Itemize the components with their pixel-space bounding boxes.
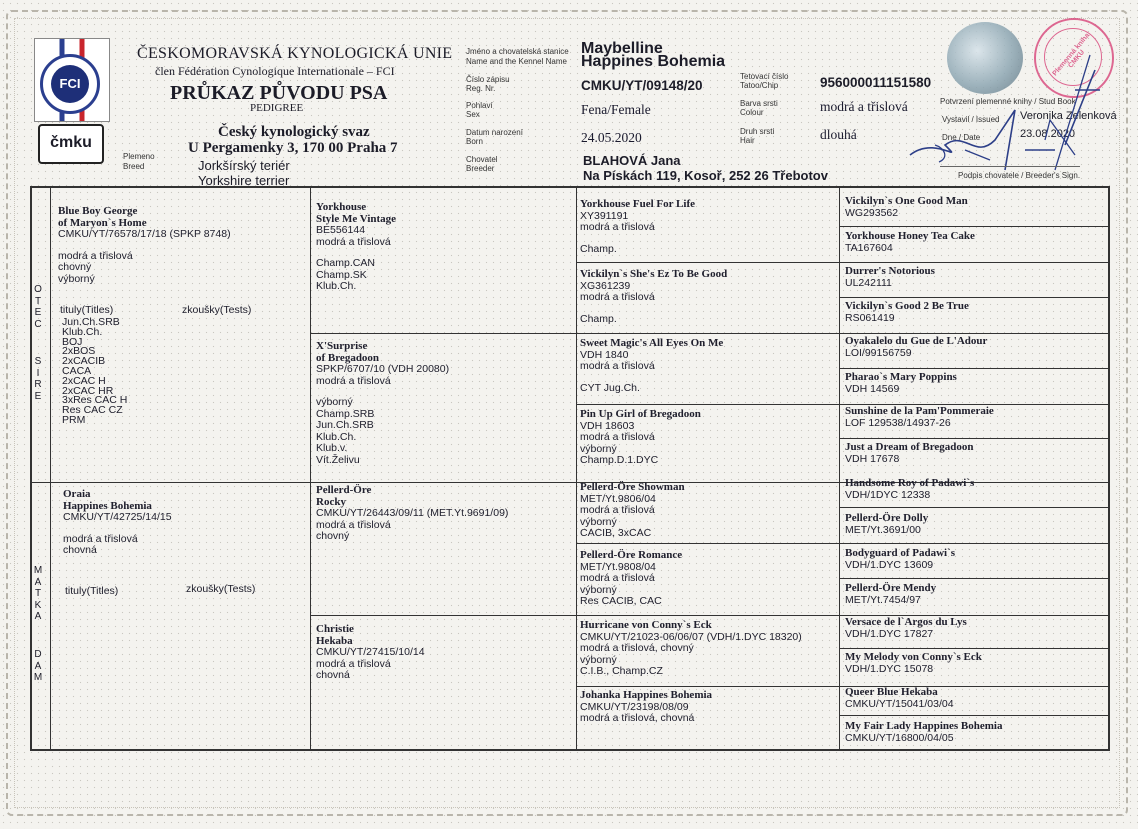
chip-label-cz: Tetovací číslo: [740, 72, 789, 81]
table-rule: [50, 186, 51, 751]
sire-title: Jun.Ch.SRB: [62, 316, 120, 328]
sire-titles-label: tituly(Titles): [60, 304, 114, 316]
dam-reg: CMKU/YT/42725/14/15: [63, 511, 172, 523]
dog-name-line1: Maybelline: [581, 40, 663, 57]
dog-name-line2: Happines Bohemia: [581, 53, 726, 70]
sire-title: Klub.Ch.: [62, 325, 103, 338]
gen2-ancestor-title: Vít.Želivu: [316, 453, 360, 466]
fci-logo-text: FCI: [59, 76, 81, 91]
gen3-ancestor-reg: VDH 1840: [580, 348, 629, 361]
born-value: 24.05.2020: [581, 130, 642, 145]
gen2-ancestor-reg: BE556144: [316, 224, 366, 236]
gen4-ancestor-name: Vickilyn`s One Good Man: [845, 195, 968, 207]
gen4-ancestor: [845, 196, 968, 219]
sex-label-cz: Pohlaví: [466, 101, 493, 110]
gen3-ancestor: [580, 690, 712, 725]
dam-name: Oraia Happines Bohemia: [63, 488, 152, 512]
doc-subtitle: PEDIGREE: [250, 102, 304, 114]
issuer-address: U Pergamenky 3, 170 00 Praha 7: [188, 140, 398, 156]
signature-icon: [905, 50, 1105, 180]
gen4-ancestor: [845, 478, 974, 501]
gen2-ancestor-detail: modrá a třislová: [316, 374, 391, 387]
gen4-ancestor-reg: RS061419: [845, 311, 895, 324]
gen3-ancestor-detail: modrá a třislová: [580, 504, 655, 516]
table-rule: [839, 368, 1110, 369]
sex-value: Fena/Female: [581, 102, 651, 117]
gen2-ancestor-name: X'Surprise of Bregadoon: [316, 340, 380, 364]
gen2-ancestor-title: Champ.CAN: [316, 257, 375, 269]
sire-tests-label: zkoušky(Tests): [182, 304, 252, 316]
table-rule: [839, 333, 1110, 334]
gen3-ancestor-detail: modrá a třislová: [580, 572, 655, 584]
gen3-ancestor-name: Hurricane von Conny`s Eck: [580, 619, 712, 631]
gen4-ancestor: [845, 687, 954, 710]
gen2-ancestor-detail: modrá a třislová: [316, 518, 391, 531]
gen2-ancestor-title: Klub.v.: [316, 442, 348, 454]
gen2-ancestor-title: výborný: [316, 396, 353, 408]
gen4-ancestor-name: Vickilyn`s Good 2 Be True: [845, 300, 969, 312]
gen3-ancestor-reg: VDH 18603: [580, 419, 635, 432]
sire-name: Blue Boy George of Maryon`s Home: [58, 205, 147, 229]
gen3-ancestor-detail: výborný: [580, 442, 617, 455]
gen4-ancestor-name: Just a Dream of Bregadoon: [845, 441, 974, 453]
table-rule: [839, 543, 1110, 544]
gen4-ancestor-reg: MET/Yt.3691/00: [845, 523, 921, 536]
gen3-ancestor-reg: CMKU/YT/21023-06/06/07 (VDH/1.DYC 18320): [580, 630, 802, 643]
gen3-ancestor-detail: výborný: [580, 515, 617, 528]
colour-label-en: Colour: [740, 108, 764, 117]
gen3-ancestor-reg: XY391191: [580, 209, 629, 222]
gen4-ancestor-name: Versace de l`Argos du Lys: [845, 616, 967, 628]
sire-titles-list: [62, 318, 127, 426]
breeder-address: Na Pískách 119, Kosoř, 252 26 Třebotov: [583, 168, 828, 183]
gen4-ancestor-reg: TA167604: [845, 241, 893, 254]
gen3-ancestor: [580, 199, 695, 255]
gen4-ancestor-reg: VDH/1.DYC 13609: [845, 558, 934, 571]
org-member: člen Fédération Cynologique Internationale – FCI: [155, 64, 395, 78]
gen2-ancestor-name: Yorkhouse Style Me Vintage: [316, 201, 397, 225]
gen3-ancestor-name: Sweet Magic's All Eyes On Me: [580, 337, 724, 349]
date-value: 23.08.2020: [1020, 128, 1076, 140]
sire-title: BOJ: [62, 335, 83, 348]
gen4-ancestor: [845, 442, 974, 465]
gen3-ancestor-detail: výborný: [580, 583, 617, 596]
gen4-ancestor-name: My Fair Lady Happines Bohemia: [845, 720, 1003, 732]
reg-label-en: Reg. Nr.: [466, 84, 496, 93]
gen3-ancestor-detail: modrá a třislová: [580, 360, 655, 372]
gen2-ancestor-detail: chovná: [316, 669, 350, 681]
gen3-ancestor-name: Pellerd-Öre Romance: [580, 549, 683, 561]
gen3-ancestor-title: Champ.: [580, 312, 617, 325]
org-name: ČESKOMORAVSKÁ KYNOLOGICKÁ UNIE: [137, 45, 453, 62]
breed-label-cz: Plemeno: [123, 152, 155, 161]
gen3-ancestor-name: Pin Up Girl of Bregadoon: [580, 408, 701, 420]
cmku-logo-text: čmku: [50, 134, 92, 151]
issuer-name: Český kynologický svaz: [218, 124, 370, 140]
gen4-ancestor-reg: VDH/1.DYC 17827: [845, 627, 934, 640]
dam-detail: chovná: [63, 544, 97, 556]
gen3-ancestor-name: Johanka Happines Bohemia: [580, 689, 713, 701]
gen4-ancestor-name: Yorkhouse Honey Tea Cake: [845, 230, 975, 242]
sire-title: PRM: [62, 413, 86, 426]
gen2-ancestor-detail: modrá a třislová: [316, 657, 391, 670]
sire-reg: CMKU/YT/76578/17/18 (SPKP 8748): [58, 228, 231, 240]
gen3-ancestor: [580, 409, 701, 467]
gen4-ancestor: [845, 372, 957, 395]
doc-title: PRŮKAZ PŮVODU PSA: [170, 82, 388, 104]
gen2-ancestor-title: Champ.SRB: [316, 407, 375, 420]
breed-cz: Jorkšírský teriér: [198, 158, 290, 173]
fci-logo-icon: [40, 54, 100, 114]
sire-title: CACA: [62, 364, 92, 377]
gen2-ancestor: [316, 341, 449, 466]
gen2-ancestor-reg: CMKU/YT/27415/10/14: [316, 646, 425, 658]
table-rule: [839, 226, 1110, 227]
dam-titles-label: tituly(Titles): [65, 585, 119, 597]
breeder-sign-label: Podpis chovatele / Breeder's Sign.: [958, 171, 1081, 180]
gen4-ancestor-name: Bodyguard of Padawi`s: [845, 547, 956, 559]
gen3-ancestor-name: Yorkhouse Fuel For Life: [580, 198, 695, 210]
gen2-ancestor-name: Christie Hekaba: [316, 623, 354, 647]
gen4-ancestor: [845, 513, 928, 536]
gen3-ancestor: [580, 550, 682, 608]
hair-label-en: Hair: [740, 136, 755, 145]
reg-label-cz: Číslo zápisu: [466, 75, 510, 84]
gen3-ancestor-detail: CACIB, 3xCAC: [580, 527, 652, 539]
signature-line: [940, 166, 1080, 167]
date-label: Dne / Date: [942, 133, 981, 142]
gen3-ancestor-detail: modrá a třislová: [580, 291, 655, 303]
gen3-ancestor-detail: modrá a třislová, chovný: [580, 642, 694, 654]
gen3-ancestor: [580, 620, 802, 678]
reg-value: CMKU/YT/09148/20: [581, 78, 703, 93]
gen4-ancestor-name: Sunshine de la Pam'Pommeraie: [845, 405, 994, 417]
gen4-ancestor-reg: VDH/1.DYC 15078: [845, 662, 934, 675]
table-rule: [310, 186, 311, 751]
hair-label-cz: Druh srsti: [740, 127, 775, 136]
chip-value: 956000011151580: [820, 75, 932, 90]
gen3-ancestor-name: Pellerd-Öre Showman: [580, 481, 685, 493]
gen3-ancestor-detail: modrá a třislová, chovná: [580, 712, 695, 724]
gen4-ancestor-reg: VDH 14569: [845, 382, 900, 395]
gen2-ancestor-detail: chovný: [316, 530, 350, 542]
sire-detail: modrá a třislová: [58, 249, 133, 262]
gen4-ancestor-name: Pellerd-Öre Mendy: [845, 582, 937, 594]
gen4-ancestor-reg: CMKU/YT/16800/04/05: [845, 731, 954, 744]
gen4-ancestor: [845, 406, 994, 429]
gen4-ancestor-name: Durrer's Notorious: [845, 265, 935, 277]
gen2-ancestor: [316, 485, 508, 543]
sire-title: 2xCAC H: [62, 374, 106, 387]
gen4-ancestor-reg: UL242111: [845, 276, 892, 289]
gen2-ancestor-reg: CMKU/YT/26443/09/11 (MET.Yt.9691/09): [316, 507, 509, 519]
gen4-ancestor: [845, 266, 935, 289]
gen3-ancestor-detail: Champ.D.1.DYC: [580, 454, 659, 466]
sire-cell: [58, 206, 231, 285]
gen4-ancestor-name: My Melody von Conny`s Eck: [845, 651, 982, 663]
gen3-ancestor-name: Vickilyn`s She's Ez To Be Good: [580, 268, 728, 280]
gen2-ancestor: [316, 624, 425, 682]
gen3-ancestor-reg: MET/Yt.9806/04: [580, 492, 656, 505]
gen4-ancestor-name: Handsome Roy of Padawi`s: [845, 477, 975, 489]
gen4-ancestor: [845, 652, 982, 675]
gen4-ancestor-reg: WG293562: [845, 206, 899, 219]
gen2-ancestor-reg: SPKP/6707/10 (VDH 20080): [316, 363, 450, 375]
gen2-ancestor-detail: modrá a třislová: [316, 235, 391, 248]
gen2-ancestor-name: Pellerd-Öre Rocky: [316, 484, 372, 508]
breeder-name: BLAHOVÁ Jana: [583, 153, 681, 168]
gen3-ancestor-title: Champ.: [580, 242, 617, 255]
table-rule: [839, 438, 1110, 439]
sex-label-en: Sex: [466, 110, 480, 119]
hair-value: dlouhá: [820, 127, 857, 142]
table-rule: [839, 186, 840, 751]
table-rule: [839, 262, 1110, 263]
issued-label: Vystavil / Issued: [942, 115, 1000, 124]
table-rule: [839, 507, 1110, 508]
side-label-dam-en: D A M: [33, 649, 43, 683]
studbook-confirm-label: Potvrzení plemenné knihy / Stud Book: [940, 97, 1076, 106]
table-rule: [839, 648, 1110, 649]
chip-label-en: Tatoo/Chip: [740, 81, 779, 90]
dam-detail: modrá a třislová: [63, 532, 138, 545]
gen4-ancestor: [845, 583, 936, 606]
gen4-ancestor: [845, 301, 969, 324]
gen2-ancestor: [316, 202, 396, 293]
sire-title: 2xBOS: [62, 345, 96, 358]
gen4-ancestor-reg: LOF 129538/14937-26: [845, 416, 951, 429]
gen4-ancestor: [845, 617, 967, 640]
gen3-ancestor-title: CYT Jug.Ch.: [580, 381, 640, 394]
gen4-ancestor-reg: CMKU/YT/15041/03/04: [845, 697, 954, 710]
gen3-ancestor-reg: CMKU/YT/23198/08/09: [580, 700, 689, 713]
gen2-ancestor-title: Jun.Ch.SRB: [316, 419, 374, 431]
gen4-ancestor: [845, 548, 955, 571]
gen3-ancestor-reg: MET/Yt.9808/04: [580, 560, 656, 573]
gen3-ancestor: [580, 338, 723, 394]
gen4-ancestor-reg: VDH 17678: [845, 452, 900, 465]
colour-label-cz: Barva srsti: [740, 99, 778, 108]
sire-detail: chovný: [58, 261, 92, 273]
side-label-sire-en: S I R E: [34, 356, 42, 402]
breed-label-en: Breed: [123, 162, 145, 171]
gen3-ancestor-detail: modrá a třislová: [580, 221, 655, 233]
table-rule: [839, 578, 1110, 579]
table-rule: [839, 297, 1110, 298]
breed-en: Yorkshire terrier: [198, 173, 290, 188]
colour-value: modrá a třislová: [820, 99, 908, 114]
issued-by: Veronika Zelenková: [1020, 110, 1117, 122]
gen3-ancestor-detail: modrá a třislová: [580, 431, 655, 443]
gen4-ancestor: [845, 721, 1002, 744]
gen4-ancestor-name: Queer Blue Hekaba: [845, 686, 938, 698]
gen3-ancestor-detail: Res CACIB, CAC: [580, 595, 662, 607]
gen4-ancestor-name: Pharao`s Mary Poppins: [845, 371, 957, 383]
gen3-ancestor-detail: výborný: [580, 653, 617, 666]
gen2-ancestor-title: Champ.SK: [316, 268, 367, 281]
gen4-ancestor-reg: VDH/1DYC 12338: [845, 488, 931, 501]
gen2-ancestor-title: Klub.Ch.: [316, 430, 357, 443]
gen3-ancestor: [580, 482, 685, 540]
sire-title: Res CAC CZ: [62, 404, 123, 417]
table-rule: [839, 715, 1110, 716]
gen3-ancestor-detail: C.I.B., Champ.CZ: [580, 665, 663, 677]
dam-tests-label: zkoušky(Tests): [186, 583, 256, 595]
cmku-logo: [34, 38, 108, 170]
gen4-ancestor-reg: MET/Yt.7454/97: [845, 593, 921, 606]
sire-title: 2xCACIB: [62, 355, 106, 368]
side-label-dam-cz: M A T K A: [33, 565, 43, 622]
gen4-ancestor-name: Oyakalelo du Gue de L'Adour: [845, 335, 988, 347]
side-label-sire-cz: O T E C: [34, 284, 42, 330]
name-label-cz: Jméno a chovatelská stanice: [466, 47, 569, 56]
gen4-ancestor: [845, 336, 987, 359]
born-label-cz: Datum narození: [466, 128, 523, 137]
gen4-ancestor: [845, 231, 975, 254]
name-label-en: Name and the Kennel Name: [466, 57, 567, 66]
born-label-en: Born: [466, 137, 483, 146]
gen4-ancestor-reg: LOI/99156759: [845, 346, 912, 359]
breeder-label-en: Breeder: [466, 164, 495, 173]
gen3-ancestor: [580, 269, 727, 325]
sire-title: 3xRes CAC H: [62, 394, 128, 407]
dam-cell: [63, 489, 172, 557]
studbook-stamp-text: Plemenná kniha ČMKU: [1051, 32, 1092, 78]
cmku-logo-icon: [38, 124, 104, 164]
sire-title: 2xCAC HR: [62, 384, 114, 397]
breeder-label-cz: Chovatel: [466, 155, 498, 164]
table-rule: [576, 186, 577, 751]
gen3-ancestor-reg: XG361239: [580, 279, 631, 292]
gen4-ancestor-name: Pellerd-Öre Dolly: [845, 512, 929, 524]
gen2-ancestor-title: Klub.Ch.: [316, 280, 357, 292]
sire-detail: výborný: [58, 272, 95, 285]
